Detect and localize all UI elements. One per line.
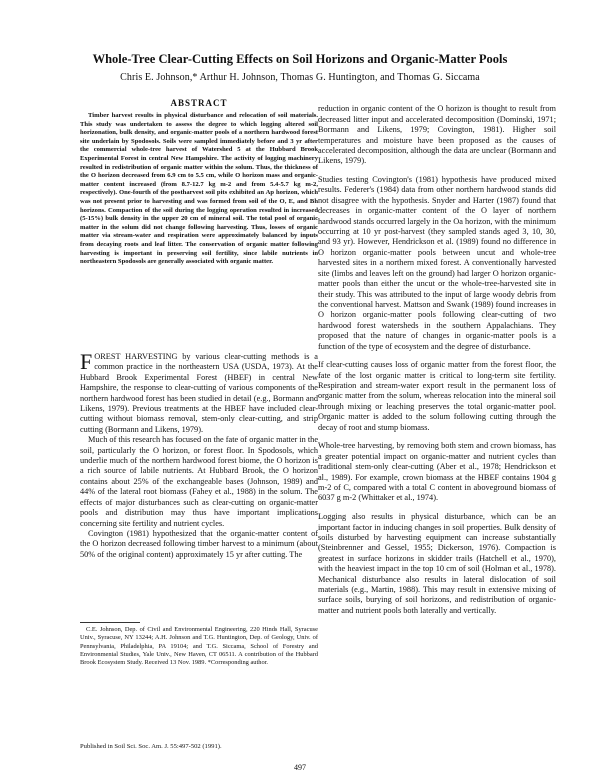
intro-paragraph-2: Much of this research has focused on the fate of organic matter in the soil, particularly the O horizon, or forest floor. In Spodosols, which underlie much of the northern hardwood forest biome, the O horizon is a rich source of labile nutrients. At Hubbard Brook, the O horizon contains about 25% of the exchangeable bases (Johnson, 1989) and 44% of the lateral root biomass (Fahey et al., 1988) in the solum. The effects of major disturbances such as clear-cutting on organic-matter pools and distribution may thus have important implications concerning site fertility and nutrient cycles. [80,435,319,528]
paper-title: Whole-Tree Clear-Cutting Effects on Soil Horizons and Organic-Matter Pools [92,52,508,66]
intro-paragraph-1 [80,349,318,435]
right-paragraph-2: Studies testing Covington's (1981) hypothesis have produced mixed results. Federer's (1984) data from other northern hardwood stands did not disagree with the hypothesis. Snyder and Harter (1987) found that decreases in organic-matter content of the O layer of northern hardwood stands occurred largely in the Oa horizon, with the minimum occurring at 10 yr post-harvest (they sampled stands aged 3, 10, 30, and 93 yr). However, Hendrickson et al. (1989) found no difference in O horizon organic-matter pools between uncut and whole-tree harvested sites in a northern mixed forest. A conventionally harvested site (limbs and leaves left on the ground) had larger O horizon organic-matter pools than either the uncut or the whole-tree-harvested site in their study. This was attributed to the input of large woody debris from the conventional harvest. Mattson and Swank (1989) found increases in O horizon organic-matter pools following clear-cutting of two hardwood forest watersheds in the southern Appalachians. They proposed that the nature of changes in organic-matter pools is a function of the type of ecosystem and the degree of disturbance. [318,175,556,351]
abstract-body [80,112,318,267]
right-paragraph-1: reduction in organic content of the O horizon is thought to result from decreased litter input and accelerated decomposition (Dominski, 1971; Bormann and Likens, 1979; Covington, 1981). Higher soil temperatures and moisture have been proposed as the causes of accelerated decomposition, although the data are unclear (Bormann and Likens, 1979). [318,104,556,166]
intro-paragraph-3: Covington (1981) hypothesized that the organic-matter content of the O horizon decreased following timber harvest to a minimum (about 50% of the original content) approximately 15 yr after cutting. The [80,528,318,559]
abstract-paragraph: Timber harvest results in physical disturbance and relocation of soil materials. This study was undertaken to assess the degree to which logging altered soil horizonation, bulk density, and organic-matter pools of a northern hardwood forest site underlain by Spodosols. Soils were sampled immediately before and 3 yr after the commercial whole-tree harvest of Watershed 5 at the Hubbard Brook Experimental Forest in central New Hampshire. The activity of logging machinery resulted in redistribution of organic matter within the solum. Thus, the thickness of the O horizon decreased from 6.9 cm to 5.5 cm, while O horizon mass and organic-matter content increased (from 8.7-12.7 kg m-2 and from 5.4-5.7 kg m-2, respectively). One-fourth of the postharvest soil pits exhibited an Ap horizon, which was not present prior to harvesting and was formed from soil of the O, E, and Bh horizons. Compaction of the soil during the logging operation resulted in increased (5-15%) bulk density in the upper 20 cm of mineral soil. The total pool of organic matter in the solum did not change following harvesting. Thus, losses of organic matter via stream-water and respiration were approximately balanced by inputs from decaying roots and leaf litter. The conservation of organic matter following harvesting is important in preserving soil fertility, since labile nutrients in northeastern Spodosols are generally associated with organic matter. [80,112,318,266]
footnote-text: C.E. Johnson, Dep. of Civil and Environmental Engineering, 220 Hinds Hall, Syracuse Univ., Syracuse, NY 13244; A.H. Johnson and T.G. Huntington, Dep. of Geology, Univ. of Pennsylvania, Philadelphia, PA 19104; and T.G. Siccama, School of Forestry and Environmental Studies, Yale Univ., New Haven, CT 06511. A contribution of the Hubbard Brook Ecosystem Study. Received 13 Nov. 1989. *Corresponding author. [80,626,318,667]
right-paragraph-3: If clear-cutting causes loss of organic matter from the forest floor, the fate of the lost organic matter is critical to long-term site fertility. Respiration and stream-water export result in the permanent loss of organic matter from the solum, whereas relocation into the mineral soil through mixing or leaching preserves the total organic-matter pool. Organic matter is added to the solum following cutting through the decay of root and stump biomass. [318,360,556,432]
right-paragraph-5: Logging also results in physical disturbance, which can be an important factor in inducing changes in soil properties. Bulk density of soils disturbed by harvesting equipment can increase substantially (Steinbrenner and Gessel, 1955; Dickerson, 1976). Compaction is greatest in surface horizons in skidder trails (Hatchell et al., 1970), with the heaviest impact in the top 10 cm of soil (Holman et al., 1978). Mechanical disturbance also results in lateral dislocation of soil materials (e.g., Martin, 1988). This may result in extensive mixing of surface soils, burying of soil horizons, and redistribution of organic-matter and nutrient pools both laterally and vertically. [318,512,556,615]
body-column-right [318,96,556,624]
drop-cap: F [80,349,93,374]
right-paragraph-4: Whole-tree harvesting, by removing both stem and crown biomass, has a greater potential impact on organic-matter and nutrient cycles than traditional stem-only clear-cutting (Aber et al., 1978; Hendrickson et al., 1989). For example, crown biomass at the HBEF contains 1904 g m-2 of C, compared with a total C content in aboveground biomass of 6037 g m-2 (Whittaker et al., 1974). [318,441,556,503]
intro-column-left [80,349,319,560]
intro-smallcaps: OREST HARVESTING [94,352,178,361]
page-number: 497 [294,763,306,772]
author-footnote [80,626,318,667]
footnote-rule [80,622,140,623]
intro-paragraph-1-text: by various clear-cutting methods is a common practice in the northeastern USA (USDA, 1973). At the Hubbard Brook Experimental Forest (HBEF) in central New Hampshire, the response to clear-cutting of various components of the northern hardwood forest has been studied in detail (e.g., Bormann and Likens, 1979). Previous treatments at the HBEF have included clear-cutting without biomass removal, stem-only clear-cutting, and strip cutting (Bormann and Likens, 1979). [80,352,318,434]
author-list: Chris E. Johnson,* Arthur H. Johnson, Thomas G. Huntington, and Thomas G. Siccama [120,72,480,83]
abstract-heading: ABSTRACT [170,98,228,108]
publication-note: Published in Soil Sci. Soc. Am. J. 55:497-502 (1991). [80,743,222,750]
